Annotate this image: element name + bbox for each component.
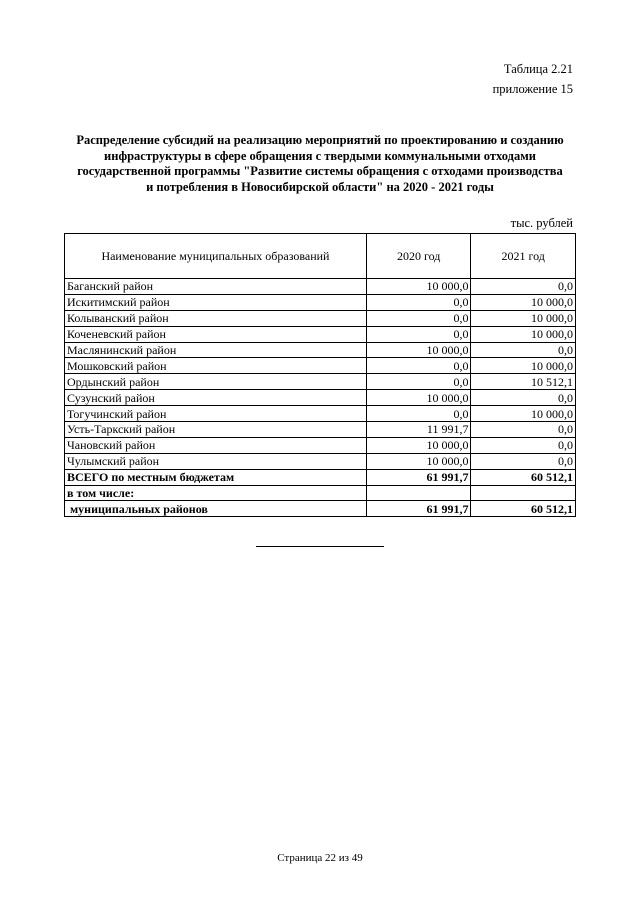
value-2021: 0,0 xyxy=(471,390,576,406)
value-2021: 0,0 xyxy=(471,342,576,358)
value-2020: 10 000,0 xyxy=(366,437,471,453)
municipal-row xyxy=(65,501,576,517)
document-title xyxy=(64,133,576,195)
table-row xyxy=(65,437,576,453)
district-name: Мошковский район xyxy=(65,358,367,374)
table-number: Таблица 2.21 xyxy=(503,62,573,76)
title-line: государственной программы "Развитие системы обращения с отходами производства xyxy=(77,164,563,178)
value-2020: 10 000,0 xyxy=(366,453,471,469)
appendix-label: приложение 15 xyxy=(492,82,573,96)
title-line: Распределение субсидий на реализацию мероприятий по проектированию и созданию xyxy=(76,133,564,147)
unit-label: тыс. рублей xyxy=(510,216,573,230)
value-2020: 0,0 xyxy=(366,406,471,422)
value-2021: 0,0 xyxy=(471,437,576,453)
municipal-2020: 61 991,7 xyxy=(366,501,471,517)
district-name: Чановский район xyxy=(65,437,367,453)
page-number: Страница 22 из 49 xyxy=(277,852,363,864)
total-label: ВСЕГО по местным бюджетам xyxy=(65,469,367,485)
district-name: Чулымский район xyxy=(65,453,367,469)
value-2020: 0,0 xyxy=(366,310,471,326)
including-2021 xyxy=(471,485,576,501)
header-name: Наименование муниципальных образований xyxy=(65,234,367,279)
value-2021: 10 000,0 xyxy=(471,310,576,326)
title-line: и потребления в Новосибирской области" на 2020 - 2021 годы xyxy=(146,179,494,194)
subsidy-table xyxy=(64,233,576,517)
separator-line xyxy=(256,546,384,547)
district-name: Коченевский район xyxy=(65,326,367,342)
including-2020 xyxy=(366,485,471,501)
value-2021: 10 000,0 xyxy=(471,406,576,422)
value-2021: 10 000,0 xyxy=(471,326,576,342)
value-2021: 10 000,0 xyxy=(471,358,576,374)
table-row xyxy=(65,422,576,438)
table-row xyxy=(65,279,576,295)
table-row xyxy=(65,326,576,342)
table-row xyxy=(65,294,576,310)
title-line: инфраструктуры в сфере обращения с твердыми коммунальными отходами xyxy=(104,148,536,163)
value-2020: 10 000,0 xyxy=(366,279,471,295)
municipal-2021: 60 512,1 xyxy=(471,501,576,517)
district-name: Баганский район xyxy=(65,279,367,295)
table-row xyxy=(65,358,576,374)
total-2021: 60 512,1 xyxy=(471,469,576,485)
total-2020: 61 991,7 xyxy=(366,469,471,485)
value-2020: 10 000,0 xyxy=(366,342,471,358)
district-name: Ордынский район xyxy=(65,374,367,390)
value-2020: 10 000,0 xyxy=(366,390,471,406)
table-row xyxy=(65,406,576,422)
municipal-label: муниципальных районов xyxy=(65,501,367,517)
value-2021: 0,0 xyxy=(471,453,576,469)
including-row xyxy=(65,485,576,501)
value-2020: 0,0 xyxy=(366,294,471,310)
value-2020: 0,0 xyxy=(366,326,471,342)
table-row xyxy=(65,390,576,406)
district-name: Тогучинский район xyxy=(65,406,367,422)
value-2021: 0,0 xyxy=(471,279,576,295)
district-name: Искитимский район xyxy=(65,294,367,310)
table-row xyxy=(65,310,576,326)
district-name: Колыванский район xyxy=(65,310,367,326)
total-row xyxy=(65,469,576,485)
district-name: Маслянинский район xyxy=(65,342,367,358)
table-row xyxy=(65,342,576,358)
header-2020: 2020 год xyxy=(366,234,471,279)
district-name: Усть-Таркский район xyxy=(65,422,367,438)
value-2020: 0,0 xyxy=(366,358,471,374)
value-2020: 11 991,7 xyxy=(366,422,471,438)
including-label: в том числе: xyxy=(65,485,367,501)
table-header-row xyxy=(65,234,576,279)
value-2021: 10 512,1 xyxy=(471,374,576,390)
value-2021: 10 000,0 xyxy=(471,294,576,310)
value-2020: 0,0 xyxy=(366,374,471,390)
value-2021: 0,0 xyxy=(471,422,576,438)
header-2021: 2021 год xyxy=(471,234,576,279)
table-row xyxy=(65,374,576,390)
district-name: Сузунский район xyxy=(65,390,367,406)
table-row xyxy=(65,453,576,469)
